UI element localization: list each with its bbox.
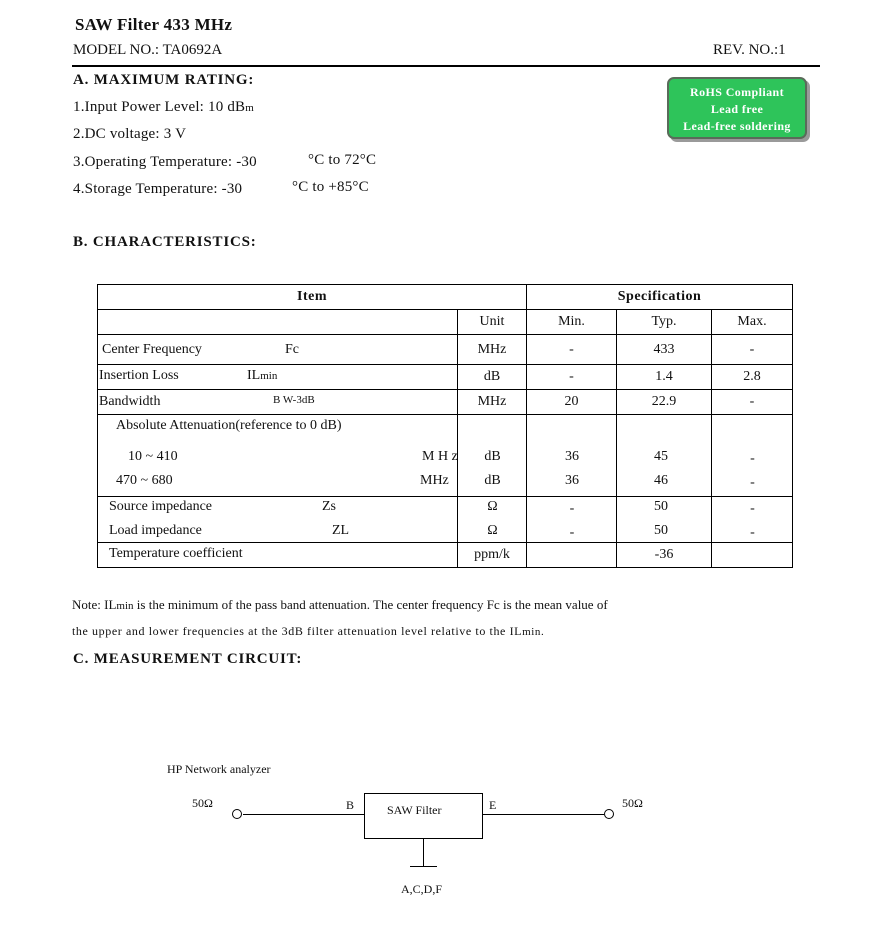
table-subheader-row [98,310,793,335]
load-impedance-max: - [750,525,755,540]
input-wire [243,814,364,815]
attenuation-range-1-unit: M H z [422,449,458,464]
table-row-tempco [98,543,793,568]
impedance-item-cell [98,497,458,543]
attenuation-max-1: - [750,451,755,466]
rohs-line-2: Lead free [710,102,764,116]
impedance-typ-cell [617,497,712,543]
attenuation-range-1: 10 ~ 410 [128,449,178,464]
rating-storage-temp: 4.Storage Temperature: -30 [73,181,243,197]
header-min: Min. [527,310,617,335]
table-row [98,365,793,390]
characteristics-heading: B. CHARACTERISTICS: [73,234,257,250]
table-row-attenuation [98,415,793,497]
max-rating-heading: A. MAXIMUM RATING: [73,72,255,88]
insertion-loss-symbol-sub: min [260,370,278,382]
row-item-cell [98,390,458,415]
impedance-min-cell [527,497,617,543]
tempco-min [527,543,617,568]
right-impedance-label: 50Ω [622,796,643,810]
header-unit: Unit [458,310,527,335]
rating-operating-temp: 3.Operating Temperature: -30 [73,154,257,170]
tempco-typ: -36 [617,543,712,568]
center-frequency-symbol: Fc [285,342,299,357]
attenuation-range-2: 470 ~ 680 [116,473,173,488]
attenuation-unit-1: dB [484,449,501,464]
row-unit: MHz [458,390,527,415]
attenuation-max-cell [712,415,793,497]
header-item: Item [98,285,527,310]
row-min: - [527,335,617,365]
left-impedance-label: 50Ω [192,796,213,810]
attenuation-unit-cell [458,415,527,497]
note-line-1 [72,597,608,613]
header-typ: Typ. [617,310,712,335]
characteristics-table [97,284,793,568]
ground-wire [423,839,424,866]
note-line-1-sub: min [116,600,134,612]
rohs-line-1: RoHS Compliant [690,85,784,99]
load-impedance-label: Load impedance [109,523,202,538]
ground-pins-label: A,C,D,F [401,882,443,896]
row-typ: 22.9 [617,390,712,415]
impedance-unit-cell [458,497,527,543]
insertion-loss-label: Insertion Loss [99,368,179,383]
row-max: - [712,390,793,415]
tempco-label: Temperature coefficient [109,546,243,561]
insertion-loss-symbol [247,368,277,384]
row-min: 20 [527,390,617,415]
load-impedance-min: - [569,525,575,540]
tempco-unit: ppm/k [458,543,527,568]
rohs-badge [667,77,807,139]
attenuation-min-1: 36 [565,449,579,464]
saw-filter-block [364,793,483,839]
header-specification: Specification [527,285,793,310]
row-unit: MHz [458,335,527,365]
row-unit: dB [458,365,527,390]
subheader-blank [98,310,458,335]
impedance-max-cell [712,497,793,543]
source-impedance-max: - [750,501,755,516]
source-impedance-unit: Ω [487,499,498,514]
input-port-terminal [232,809,242,819]
header-max: Max. [712,310,793,335]
note-line-2-sub: min. [522,626,545,638]
rating-input-power [73,99,254,116]
ground-symbol [410,866,437,867]
attenuation-item-cell [98,415,458,497]
output-wire [483,814,604,815]
output-pin-label: E [489,798,497,812]
insertion-loss-symbol-main: IL [247,368,261,383]
rating-operating-temp-range: °C to 72°C [308,152,377,168]
attenuation-typ-1: 45 [654,449,668,464]
input-pin-label: B [346,798,355,812]
source-impedance-symbol: Zs [322,499,336,514]
rohs-line-3: Lead-free soldering [683,119,791,133]
source-impedance-typ: 50 [654,499,668,514]
table-row-impedance [98,497,793,543]
note-line-2-start: the upper and lower frequencies at the 3dB filter attenuation level relative to the IL [72,624,523,638]
table-header-row [98,285,793,310]
row-max: - [712,335,793,365]
attenuation-typ-2: 46 [654,473,668,488]
row-typ: 1.4 [617,365,712,390]
note-line-1-end: is the minimum of the pass band attenuation. The center frequency Fc is the mean value of [133,597,608,612]
attenuation-title: Absolute Attenuation(reference to 0 dB) [116,418,342,433]
output-port-terminal [604,809,614,819]
tempco-item-cell [98,543,458,568]
rating-input-power-sub: m [245,102,255,114]
source-impedance-label: Source impedance [109,499,213,514]
bandwidth-label: Bandwidth [99,394,161,409]
measurement-circuit-heading: C. MEASUREMENT CIRCUIT: [73,651,303,667]
row-max: 2.8 [712,365,793,390]
attenuation-min-cell [527,415,617,497]
row-item-cell [98,335,458,365]
attenuation-min-2: 36 [565,473,579,488]
load-impedance-unit: Ω [487,523,498,538]
load-impedance-typ: 50 [654,523,668,538]
attenuation-range-2-unit: MHz [420,473,449,488]
row-min: - [527,365,617,390]
table-row [98,390,793,415]
row-typ: 433 [617,335,712,365]
center-frequency-label: Center Frequency [102,342,202,357]
tempco-max [712,543,793,568]
model-number: MODEL NO.: TA0692A [73,42,223,58]
attenuation-max-2: - [750,475,755,490]
note-line-2 [72,624,544,639]
attenuation-unit-2: dB [484,473,501,488]
rating-storage-temp-range: °C to +85°C [292,179,369,195]
table-row [98,335,793,365]
network-analyzer-label: HP Network analyzer [167,762,271,776]
load-impedance-symbol: ZL [332,523,350,538]
saw-filter-label: SAW Filter [387,803,442,817]
row-item-cell [98,365,458,390]
note-line-1-start: Note: IL [72,597,117,612]
rating-input-power-text: 1.Input Power Level: 10 dB [73,99,246,115]
source-impedance-min: - [569,501,575,516]
revision-number: REV. NO.:1 [713,42,786,58]
document-title: SAW Filter 433 MHz [75,15,233,34]
header-divider [72,65,820,67]
rating-dc-voltage: 2.DC voltage: 3 V [73,126,187,142]
bandwidth-symbol: B W-3dB [273,394,315,406]
attenuation-typ-cell [617,415,712,497]
